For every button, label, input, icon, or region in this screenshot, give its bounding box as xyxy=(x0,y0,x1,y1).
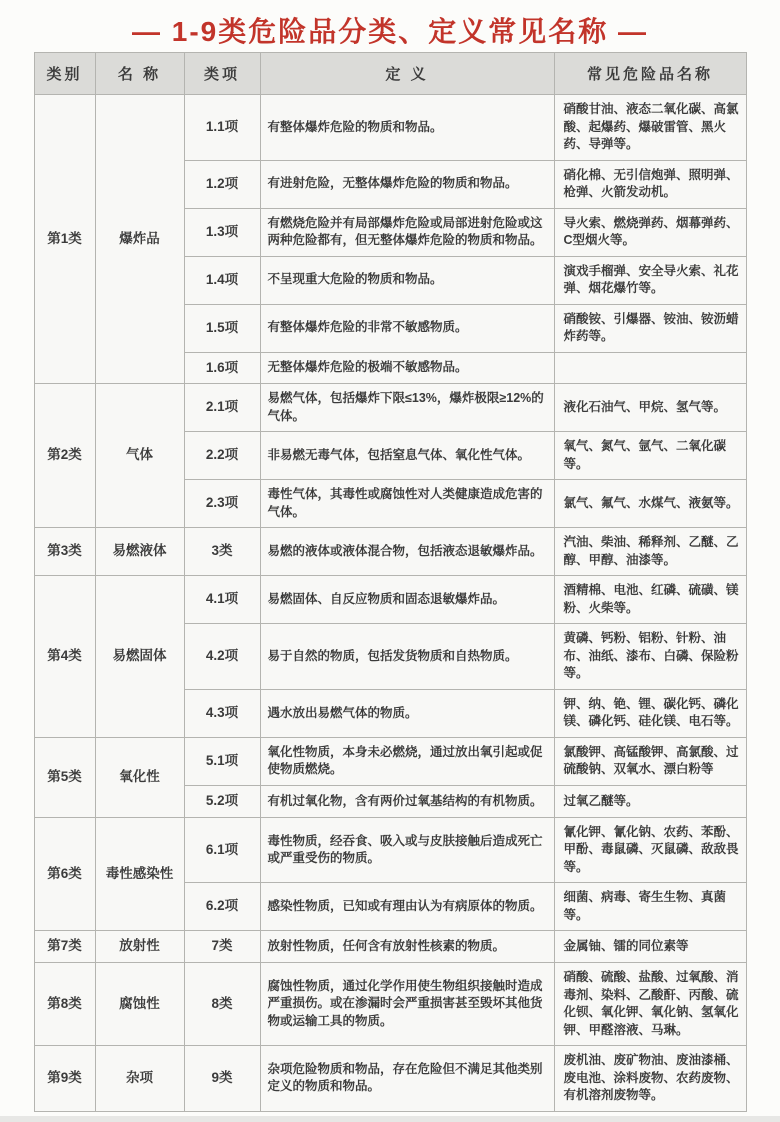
cell-definition: 有整体爆炸危险的物质和物品。 xyxy=(260,95,554,161)
cell-definition: 易燃气体，包括爆炸下限≤13%，爆炸极限≥12%的气体。 xyxy=(260,384,554,432)
cell-definition: 不呈现重大危险的物质和物品。 xyxy=(260,256,554,304)
cell-item-number: 6.1项 xyxy=(184,817,260,883)
header-category: 类别 xyxy=(34,53,95,95)
cell-common-names: 演戏手榴弹、安全导火索、礼花弹、烟花爆竹等。 xyxy=(554,256,746,304)
cell-class-name: 氧化性 xyxy=(95,737,184,817)
cell-common-names: 氯酸钾、高锰酸钾、高氯酸、过硫酸钠、双氧水、漂白粉等 xyxy=(554,737,746,785)
cell-class-name: 爆炸品 xyxy=(95,95,184,384)
cell-definition: 易燃的液体或液体混合物，包括液态退敏爆炸品。 xyxy=(260,528,554,576)
cell-common-names: 导火索、燃烧弹药、烟幕弹药、C型烟火等。 xyxy=(554,208,746,256)
cell-common-names xyxy=(554,352,746,384)
cell-common-names: 酒精棉、电池、红磷、硫磺、镁粉、火柴等。 xyxy=(554,576,746,624)
table-row xyxy=(34,528,746,576)
cell-common-names: 硝酸、硫酸、盐酸、过氧酸、消毒剂、染料、乙酸酐、丙酸、硫化钡、氧化钾、氧化钠、氢氧化钾、甲醛溶液、马琳。 xyxy=(554,963,746,1046)
cell-common-names: 氯气、氟气、水煤气、液氨等。 xyxy=(554,480,746,528)
cell-item-number: 4.1项 xyxy=(184,576,260,624)
cell-definition: 腐蚀性物质，通过化学作用使生物组织接触时造成严重损伤。或在渗漏时会严重损害甚至毁坏其他货物或运输工具的物质。 xyxy=(260,963,554,1046)
cell-definition: 有燃烧危险并有局部爆炸危险或局部进射危险或这两种危险都有，但无整体爆炸危险的物质和物品。 xyxy=(260,208,554,256)
cell-class-name: 易燃固体 xyxy=(95,576,184,738)
cell-common-names: 细菌、病毒、寄生生物、真菌等。 xyxy=(554,883,746,931)
cell-category: 第8类 xyxy=(34,963,95,1046)
cell-item-number: 5.1项 xyxy=(184,737,260,785)
cell-category: 第7类 xyxy=(34,931,95,963)
cell-category: 第5类 xyxy=(34,737,95,817)
cell-common-names: 过氧乙醚等。 xyxy=(554,785,746,817)
cell-common-names: 废机油、废矿物油、废油漆桶、废电池、涂料废物、农药废物、有机溶剂废物等。 xyxy=(554,1046,746,1112)
cell-item-number: 6.2项 xyxy=(184,883,260,931)
cell-item-number: 5.2项 xyxy=(184,785,260,817)
header-item: 类项 xyxy=(184,53,260,95)
cell-item-number: 1.4项 xyxy=(184,256,260,304)
cell-item-number: 4.2项 xyxy=(184,624,260,690)
cell-class-name: 放射性 xyxy=(95,931,184,963)
cell-definition: 有机过氧化物，含有两价过氧基结构的有机物质。 xyxy=(260,785,554,817)
cell-definition: 有整体爆炸危险的非常不敏感物质。 xyxy=(260,304,554,352)
cell-definition: 无整体爆炸危险的极端不敏感物品。 xyxy=(260,352,554,384)
page-title: — 1-9类危险品分类、定义常见名称 — xyxy=(131,16,649,47)
cell-class-name: 杂项 xyxy=(95,1046,184,1112)
cell-class-name: 毒性感染性 xyxy=(95,817,184,931)
table-row xyxy=(34,963,746,1046)
cell-item-number: 1.3项 xyxy=(184,208,260,256)
cell-definition: 感染性物质，已知或有理由认为有病原体的物质。 xyxy=(260,883,554,931)
cell-item-number: 1.6项 xyxy=(184,352,260,384)
header-definition: 定 义 xyxy=(260,53,554,95)
header-examples: 常见危险品名称 xyxy=(554,53,746,95)
cell-item-number: 3类 xyxy=(184,528,260,576)
table-row xyxy=(34,931,746,963)
cell-item-number: 2.2项 xyxy=(184,432,260,480)
table-row xyxy=(34,576,746,624)
cell-definition: 易燃固体、自反应物质和固态退敏爆炸品。 xyxy=(260,576,554,624)
table-row xyxy=(34,737,746,785)
cell-item-number: 4.3项 xyxy=(184,689,260,737)
table-row xyxy=(34,95,746,161)
cell-item-number: 7类 xyxy=(184,931,260,963)
cell-definition: 杂项危险物质和物品，存在危险但不满足其他类别定义的物质和物品。 xyxy=(260,1046,554,1112)
cell-category: 第4类 xyxy=(34,576,95,738)
bottom-edge-strip xyxy=(0,1116,780,1122)
table-body xyxy=(34,95,746,1112)
cell-common-names: 液化石油气、甲烷、氢气等。 xyxy=(554,384,746,432)
cell-definition: 放射性物质，任何含有放射性核素的物质。 xyxy=(260,931,554,963)
header-name: 名 称 xyxy=(95,53,184,95)
cell-class-name: 易燃液体 xyxy=(95,528,184,576)
cell-category: 第1类 xyxy=(34,95,95,384)
cell-definition: 毒性物质，经吞食、吸入或与皮肤接触后造成死亡或严重受伤的物质。 xyxy=(260,817,554,883)
cell-item-number: 9类 xyxy=(184,1046,260,1112)
cell-item-number: 2.3项 xyxy=(184,480,260,528)
cell-item-number: 2.1项 xyxy=(184,384,260,432)
table-header-row xyxy=(34,53,746,95)
cell-item-number: 1.2项 xyxy=(184,160,260,208)
cell-common-names: 硝化棉、无引信炮弹、照明弹、枪弹、火箭发动机。 xyxy=(554,160,746,208)
cell-common-names: 钾、纳、铯、锂、碳化钙、磷化镁、磷化钙、硅化镁、电石等。 xyxy=(554,689,746,737)
cell-class-name: 气体 xyxy=(95,384,184,528)
cell-category: 第6类 xyxy=(34,817,95,931)
cell-class-name: 腐蚀性 xyxy=(95,963,184,1046)
cell-common-names: 氰化钾、氰化钠、农药、苯酚、甲酚、毒鼠磷、灭鼠磷、敌敌畏等。 xyxy=(554,817,746,883)
cell-common-names: 黄磷、钙粉、铝粉、针粉、油布、油纸、漆布、白磷、保险粉等。 xyxy=(554,624,746,690)
cell-definition: 易于自然的物质，包括发货物质和自热物质。 xyxy=(260,624,554,690)
cell-common-names: 硝酸甘油、液态二氧化碳、高氯酸、起爆药、爆破雷管、黑火药、导弹等。 xyxy=(554,95,746,161)
cell-common-names: 氧气、氮气、氩气、二氧化碳等。 xyxy=(554,432,746,480)
cell-definition: 氧化性物质，本身未必燃烧，通过放出氧引起或促使物质燃烧。 xyxy=(260,737,554,785)
cell-common-names: 金属铀、镭的同位素等 xyxy=(554,931,746,963)
danger-goods-table xyxy=(34,52,747,1112)
cell-item-number: 1.5项 xyxy=(184,304,260,352)
cell-category: 第9类 xyxy=(34,1046,95,1112)
cell-item-number: 1.1项 xyxy=(184,95,260,161)
cell-category: 第3类 xyxy=(34,528,95,576)
cell-definition: 毒性气体，其毒性或腐蚀性对人类健康造成危害的气体。 xyxy=(260,480,554,528)
table-row xyxy=(34,1046,746,1112)
cell-definition: 遇水放出易燃气体的物质。 xyxy=(260,689,554,737)
cell-definition: 有进射危险，无整体爆炸危险的物质和物品。 xyxy=(260,160,554,208)
cell-category: 第2类 xyxy=(34,384,95,528)
table-row xyxy=(34,384,746,432)
cell-definition: 非易燃无毒气体，包括窒息气体、氧化性气体。 xyxy=(260,432,554,480)
cell-common-names: 硝酸铵、引爆器、铵油、铵沥蜡炸药等。 xyxy=(554,304,746,352)
cell-item-number: 8类 xyxy=(184,963,260,1046)
cell-common-names: 汽油、柴油、稀释剂、乙醚、乙醇、甲醇、油漆等。 xyxy=(554,528,746,576)
table-row xyxy=(34,817,746,883)
